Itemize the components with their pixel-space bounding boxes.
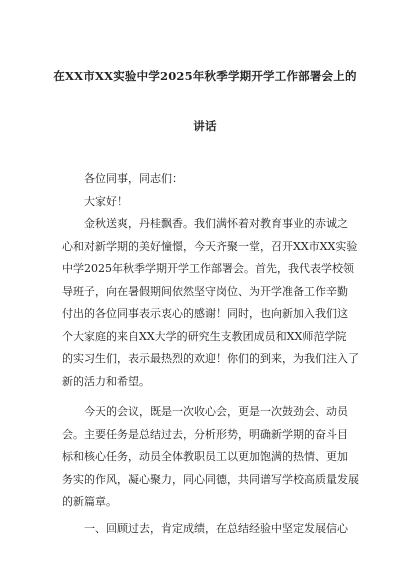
paragraph1-line: 个大家庭的来自XX大学的研究生支教团成员和XX师范学院 xyxy=(62,329,347,343)
paragraph2-line: 务实的作风，凝心聚力，同心同德，共同谱写学校高质量发展 xyxy=(62,472,359,486)
paragraph1-line: 付出的各位同事表示衷心的感谢！同时，也向新加入我们这 xyxy=(62,307,348,320)
paragraph1-line: 的实习生们，表示最热烈的欢迎！你们的到来，为我们注入了 xyxy=(62,352,359,365)
paragraph2-line: 会。主要任务是总结过去，分析形势，明确新学期的奋斗目 xyxy=(62,427,348,441)
paragraph1-line: 心和对新学期的美好憧憬，今天齐聚一堂，召开XX市XX实验 xyxy=(62,239,358,253)
salutation: 各位同事，同志们： xyxy=(84,172,183,185)
section-heading-1: 一、回顾过去，肯定成绩，在总结经验中坚定发展信心 xyxy=(84,521,348,535)
paragraph1-line: 导班子，向在暑假期间依然坚守岗位、为开学准备工作辛勤 xyxy=(62,284,348,298)
document-body xyxy=(62,168,359,540)
paragraph1-line: 金秋送爽，丹桂飘香。我们满怀着对教育事业的赤诚之 xyxy=(84,217,348,230)
document-title-line1: 在XX市XX实验中学2025年秋季学期开学工作部署会上的 xyxy=(53,69,357,83)
document-title-line2: 讲话 xyxy=(193,119,217,133)
paragraph2-line: 今天的会议，既是一次收心会，更是一次鼓劲会、动员 xyxy=(84,405,348,418)
paragraph2-line: 的新篇章。 xyxy=(62,495,117,508)
paragraph1-line: 中学2025年秋季学期开学工作部署会。首先，我代表学校领 xyxy=(62,262,354,275)
greeting: 大家好！ xyxy=(84,194,128,208)
paragraph2-line: 标和核心任务，动员全体教职员工以更加饱满的热情、更加 xyxy=(62,450,348,463)
paragraph1-line: 新的活力和希望。 xyxy=(62,374,150,388)
